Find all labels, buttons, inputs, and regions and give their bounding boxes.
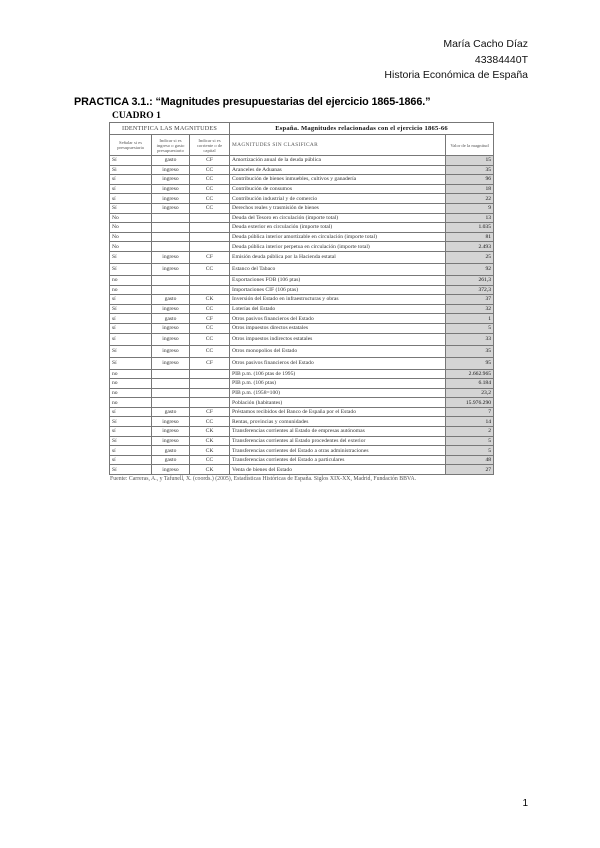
table-body [110,156,494,475]
cell-corriente-capital [190,388,230,398]
cell-valor: 27 [446,465,494,475]
cell-presupuestaria: Sí [110,465,152,475]
cell-ingreso-gasto: gasto [152,455,190,465]
cell-presupuestaria: no [110,379,152,389]
table-row [110,156,494,166]
cell-ingreso-gasto [152,242,190,252]
cell-presupuestaria: Sí [110,156,152,166]
table-row [110,446,494,456]
cell-magnitud: Otros pasivos financieros del Estado [230,357,446,369]
cell-corriente-capital: CK [190,295,230,305]
subject-name: Historia Económica de España [384,69,528,81]
cuadro-table-block [109,111,493,483]
column-header: Indicar si es ingreso o gasto presupuestario [152,135,190,156]
cell-valor: 81 [446,232,494,242]
cell-corriente-capital: CF [190,407,230,417]
table-source: Fuente: Carreras, A., y Tafunell, X. (coords.) (2005), Estadísticas Históricas de España. Siglos XIX-XX, Madrid, Fundación BBVA. [110,476,417,483]
cell-magnitud: Emisión deuda pública por la Hacienda estatal [230,251,446,263]
table-row [110,251,494,263]
cell-magnitud: Otros impuestos indirectos estatales [230,333,446,345]
cell-ingreso-gasto [152,379,190,389]
cell-ingreso-gasto: ingreso [152,323,190,333]
cell-corriente-capital: CC [190,175,230,185]
cell-valor: 2 [446,427,494,437]
cell-magnitud: Transferencias corrientes del Estado a otras administraciones [230,446,446,456]
cell-magnitud: Contribución de consumos [230,184,446,194]
cell-magnitud: Transferencias corrientes al Estado procedentes del exterior [230,436,446,446]
cell-valor: 48 [446,455,494,465]
cell-presupuestaria: no [110,398,152,408]
cell-valor: 13 [446,213,494,223]
table-row [110,333,494,345]
cell-ingreso-gasto: ingreso [152,333,190,345]
cell-corriente-capital: CC [190,194,230,204]
cell-corriente-capital: CC [190,455,230,465]
cell-presupuestaria: no [110,388,152,398]
cell-corriente-capital [190,242,230,252]
cell-valor: 1.035 [446,223,494,233]
cell-presupuestaria: Sí [110,263,152,275]
cell-magnitud: Transferencias corrientes del Estado a particulares [230,455,446,465]
cell-corriente-capital: CK [190,446,230,456]
cell-corriente-capital: CC [190,417,230,427]
cell-presupuestaria: sí [110,323,152,333]
cell-presupuestaria: no [110,275,152,285]
column-header: MAGNITUDES SIN CLASIFICAR [230,135,446,156]
cell-magnitud: Préstamos recibidos del Banco de España por el Estado [230,407,446,417]
cell-magnitud: Deuda exterior en circulación (importe total) [230,223,446,233]
cell-ingreso-gasto [152,223,190,233]
table-row [110,295,494,305]
cell-ingreso-gasto: ingreso [152,465,190,475]
group-header-left: IDENTIFICA LAS MAGNITUDES [110,123,230,135]
table-row [110,455,494,465]
cell-presupuestaria: Sí [110,345,152,357]
cell-ingreso-gasto: ingreso [152,345,190,357]
table-row [110,398,494,408]
cell-valor: 2.662.965 [446,369,494,379]
cell-presupuestaria: Sí [110,417,152,427]
cell-valor: 2.493 [446,242,494,252]
cell-presupuestaria: Si [110,165,152,175]
cell-presupuestaria: sí [110,184,152,194]
cell-magnitud: Deuda pública interior amortizable en circulación (importe total) [230,232,446,242]
cell-magnitud: Rentas, provincias y comunidades [230,417,446,427]
table-row [110,203,494,213]
table-row [110,304,494,314]
cell-ingreso-gasto: ingreso [152,304,190,314]
table-row [110,323,494,333]
cell-corriente-capital: CC [190,323,230,333]
cell-valor: 9 [446,203,494,213]
cell-valor: 33 [446,333,494,345]
cell-magnitud: Estanco del Tabaco [230,263,446,275]
cell-magnitud: Importaciones CIF (106 ptas) [230,285,446,295]
cell-presupuestaria: Sí [110,304,152,314]
cell-valor: 25 [446,251,494,263]
cell-presupuestaria: sí [110,175,152,185]
cell-corriente-capital: CF [190,357,230,369]
cell-ingreso-gasto: ingreso [152,175,190,185]
cell-presupuestaria: No [110,213,152,223]
cell-corriente-capital [190,285,230,295]
cell-valor: 22 [446,194,494,204]
cell-presupuestaria: sí [110,295,152,305]
cell-valor: 35 [446,345,494,357]
table-row [110,436,494,446]
cell-valor: 6.184 [446,379,494,389]
cell-ingreso-gasto [152,398,190,408]
cell-presupuestaria: Sí [110,203,152,213]
cell-magnitud: Otros impuestos directos estatales [230,323,446,333]
cell-ingreso-gasto [152,369,190,379]
group-header-right: España. Magnitudes relacionadas con el ejercicio 1865-66 [230,123,494,135]
cell-ingreso-gasto [152,285,190,295]
cell-valor: 7 [446,407,494,417]
cell-presupuestaria: sí [110,427,152,437]
table-row [110,175,494,185]
cell-magnitud: Deuda del Tesoro en circulación (importe total) [230,213,446,223]
cell-corriente-capital [190,232,230,242]
cell-presupuestaria: sí [110,333,152,345]
cell-ingreso-gasto: gasto [152,446,190,456]
cell-presupuestaria: Sí [110,436,152,446]
cell-valor: 5 [446,323,494,333]
cell-magnitud: Amortización anual de la deuda pública [230,156,446,166]
cell-ingreso-gasto [152,275,190,285]
cell-valor: 5 [446,436,494,446]
column-header: Indicar si es corriente o de capital [190,135,230,156]
cell-ingreso-gasto: gasto [152,407,190,417]
cell-corriente-capital [190,223,230,233]
table-row [110,263,494,275]
cell-corriente-capital: CC [190,345,230,357]
cell-valor: 1 [446,314,494,324]
cell-valor: 18 [446,184,494,194]
cell-presupuestaria: No [110,223,152,233]
cell-magnitud: Inversión del Estado en infraestructuras y obras [230,295,446,305]
cell-corriente-capital: CC [190,304,230,314]
cell-presupuestaria: sí [110,407,152,417]
cell-magnitud: PIB p.m. (1958=100) [230,388,446,398]
cell-ingreso-gasto: ingreso [152,251,190,263]
table-row [110,465,494,475]
cell-magnitud: Venta de bienes del Estado [230,465,446,475]
table-row [110,357,494,369]
page-number: 1 [522,798,528,809]
cell-ingreso-gasto: ingreso [152,165,190,175]
cell-magnitud: Loterías del Estado [230,304,446,314]
cell-corriente-capital [190,379,230,389]
cell-ingreso-gasto: ingreso [152,427,190,437]
cell-corriente-capital: CC [190,263,230,275]
cell-corriente-capital: CF [190,314,230,324]
cell-valor: 15 [446,156,494,166]
column-header: Señalar si es presupuestaria [110,135,152,156]
cell-ingreso-gasto [152,232,190,242]
cell-ingreso-gasto: gasto [152,156,190,166]
cell-valor: 14 [446,417,494,427]
cell-presupuestaria: sí [110,446,152,456]
cell-presupuestaria: No [110,242,152,252]
table-row [110,388,494,398]
table-row [110,417,494,427]
cell-corriente-capital: CK [190,465,230,475]
cell-magnitud: Transferencias corrientes al Estado de empresas autónomas [230,427,446,437]
cell-presupuestaria: sí [110,314,152,324]
practice-title: PRACTICA 3.1.: “Magnitudes presupuestarias del ejercicio 1865-1866.” [74,96,431,108]
cell-presupuestaria: sí [110,455,152,465]
cell-ingreso-gasto: ingreso [152,184,190,194]
cell-ingreso-gasto: ingreso [152,263,190,275]
cell-magnitud: Población (habitantes) [230,398,446,408]
table-row [110,369,494,379]
cell-ingreso-gasto: gasto [152,295,190,305]
cell-presupuestaria: sí [110,194,152,204]
cell-magnitud: Deuda pública interior perpetua en circulación (importe total) [230,242,446,252]
table-row [110,223,494,233]
table-row [110,194,494,204]
cell-presupuestaria: Sí [110,251,152,263]
table-row [110,275,494,285]
cell-corriente-capital: CC [190,165,230,175]
cell-corriente-capital [190,213,230,223]
cell-ingreso-gasto: ingreso [152,357,190,369]
table-row [110,314,494,324]
cell-corriente-capital [190,369,230,379]
table-row [110,379,494,389]
cell-ingreso-gasto [152,388,190,398]
cell-magnitud: Aranceles de Aduanas [230,165,446,175]
cell-corriente-capital: CF [190,251,230,263]
cell-ingreso-gasto: ingreso [152,417,190,427]
author-name: María Cacho Díaz [443,38,528,50]
cell-corriente-capital: CK [190,436,230,446]
cell-ingreso-gasto: gasto [152,314,190,324]
cell-valor: 96 [446,175,494,185]
table-row [110,213,494,223]
table-row [110,184,494,194]
cell-ingreso-gasto: ingreso [152,436,190,446]
table-label: CUADRO 1 [112,111,161,121]
cell-valor: 23,2 [446,388,494,398]
cell-valor: 372,3 [446,285,494,295]
cell-magnitud: Otros pasivos financieros del Estado [230,314,446,324]
cell-valor: 95 [446,357,494,369]
cell-magnitud: Otros monopolios del Estado [230,345,446,357]
cell-corriente-capital [190,275,230,285]
cell-corriente-capital: CC [190,203,230,213]
cell-valor: 35 [446,165,494,175]
cell-magnitud: Derechos reales y trasmisión de bienes [230,203,446,213]
cell-presupuestaria: no [110,285,152,295]
table-row [110,165,494,175]
cell-valor: 261,3 [446,275,494,285]
cell-corriente-capital: CF [190,156,230,166]
column-header: Valor de la magnitud [446,135,494,156]
cell-valor: 5 [446,446,494,456]
cell-valor: 32 [446,304,494,314]
table-row [110,345,494,357]
magnitudes-table [109,122,494,475]
table-row [110,232,494,242]
cell-valor: 15.976.290 [446,398,494,408]
cell-magnitud: PIB p.m. (106 ptas) [230,379,446,389]
cell-ingreso-gasto: ingreso [152,203,190,213]
table-row [110,407,494,417]
cell-corriente-capital [190,398,230,408]
cell-corriente-capital: CC [190,333,230,345]
cell-ingreso-gasto [152,213,190,223]
cell-presupuestaria: No [110,232,152,242]
cell-magnitud: Contribución de bienes inmuebles, cultivos y ganadería [230,175,446,185]
table-row [110,242,494,252]
cell-valor: 92 [446,263,494,275]
cell-magnitud: Contribución industrial y de comercio [230,194,446,204]
cell-presupuestaria: Sí [110,357,152,369]
cell-corriente-capital: CK [190,427,230,437]
cell-presupuestaria: no [110,369,152,379]
cell-valor: 37 [446,295,494,305]
cell-magnitud: Exportaciones FOB (106 ptas) [230,275,446,285]
document-header [384,37,528,84]
cell-magnitud: PIB p.m. (106 ptas de 1995) [230,369,446,379]
student-id: 43384440T [474,53,528,66]
cell-ingreso-gasto: ingreso [152,194,190,204]
cell-corriente-capital: CC [190,184,230,194]
table-row [110,427,494,437]
table-row [110,285,494,295]
